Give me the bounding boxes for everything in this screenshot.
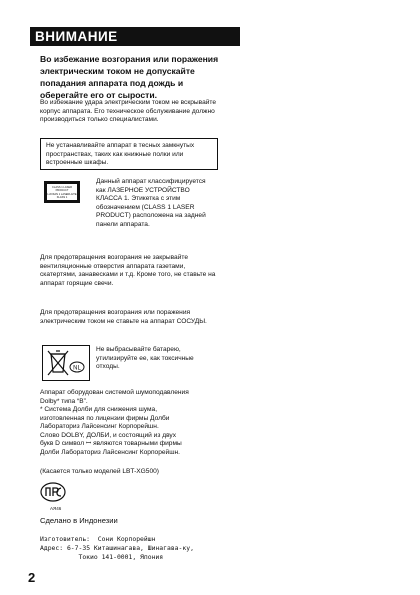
laser-label-line: LUOKAN 1 LASERLAITE — [47, 192, 77, 196]
ventilation-paragraph: Для предотвращения возгорания не закрывайте вентиляционные отверстия аппарата газетами, скатертями, занавесками и т.д. Кроме того, не ставьте на аппарат горящие свечи. — [40, 254, 216, 287]
battery-disposal-icon — [42, 345, 90, 381]
laser-label-inner — [47, 184, 77, 203]
laser-class-paragraph: Данный аппарат классифицируется как ЛАЗЕРНОЕ УСТРОЙСТВО КЛАССА 1. Этикетка с этим обозначением (CLASS 1 LASER PRODUCT) расположена на задней панели аппарата. — [96, 178, 206, 228]
dolby-line: Dolby* типа “B”. — [40, 397, 88, 405]
address-row-2 — [40, 553, 240, 562]
models-note: (Касается только моделей LBT-XG500) — [40, 468, 159, 475]
casing-paragraph: Во избежание удара электрическим током не вскрывайте корпус аппарата. Его техническое обслуживание должно производиться только специалистами. — [40, 99, 217, 123]
dolby-line: Лабораториз Лайсенсинг Корпорейшн. — [40, 423, 159, 430]
made-in-text: Сделано в Индонезии — [40, 516, 118, 525]
dolby-line: Слово DOLBY, ДОЛБИ, и состоящий из двух — [40, 431, 177, 439]
dolby-line: Аппарат оборудован системой шумоподавления — [40, 389, 189, 396]
laser-label-line: CLASS 1 LASER PRODUCT — [52, 186, 72, 193]
dolby-line: букв D символ ꟷ являются товарными фирмы — [40, 440, 182, 447]
installation-notice-text: Не устанавливайте аппарат в тесных замкнутых пространствах, таких как книжные полки или встроенные шкафы. — [46, 142, 195, 166]
dolby-line: Долби Лабораториз Лайсенсинг Корпорейшн. — [40, 448, 180, 456]
dolby-notice — [40, 389, 222, 457]
address-line-1: 6-7-35 Киташинагава, Шинагава-ку, — [66, 544, 194, 552]
dolby-line: изготовленная по лицензии фирмы Долби — [40, 414, 170, 422]
battery-disposal-text: Не выбрасывайте батарею, утилизируйте ее, как токсичные отходы. — [96, 346, 194, 370]
manufacturer-label: Изготовитель: — [40, 535, 91, 543]
lead-warning: Во избежание возгорания или поражения электрическим током не допускайте попадания аппарата под дождь и оберегайте его от сырости. — [40, 54, 219, 100]
certification-mark-icon — [40, 482, 66, 502]
manufacturer-row — [40, 535, 240, 544]
manufacturer-name: Сони Корпорейшн — [97, 535, 156, 543]
address-line-2: Токио 141-0001, Япония — [78, 553, 164, 561]
laser-product-label — [44, 181, 80, 203]
vessels-paragraph: Для предотвращения возгорания или поражения электрическим током не ставьте на аппарат СОСУДЫ. — [40, 309, 207, 325]
certification-code: АЯ46 — [50, 506, 62, 511]
warning-heading: ВНИМАНИЕ — [30, 27, 240, 46]
installation-notice-box — [40, 138, 218, 170]
battery-icon-label: NL — [73, 365, 81, 372]
address-label: Адрес: — [40, 544, 64, 552]
dolby-line: * Система Долби для снижения шума, — [40, 406, 158, 413]
manufacturer-block — [40, 535, 240, 562]
address-row — [40, 544, 240, 553]
page-number: 2 — [28, 570, 36, 585]
laser-label-line: KLASS 1 LASERAPPARAT — [51, 196, 73, 203]
